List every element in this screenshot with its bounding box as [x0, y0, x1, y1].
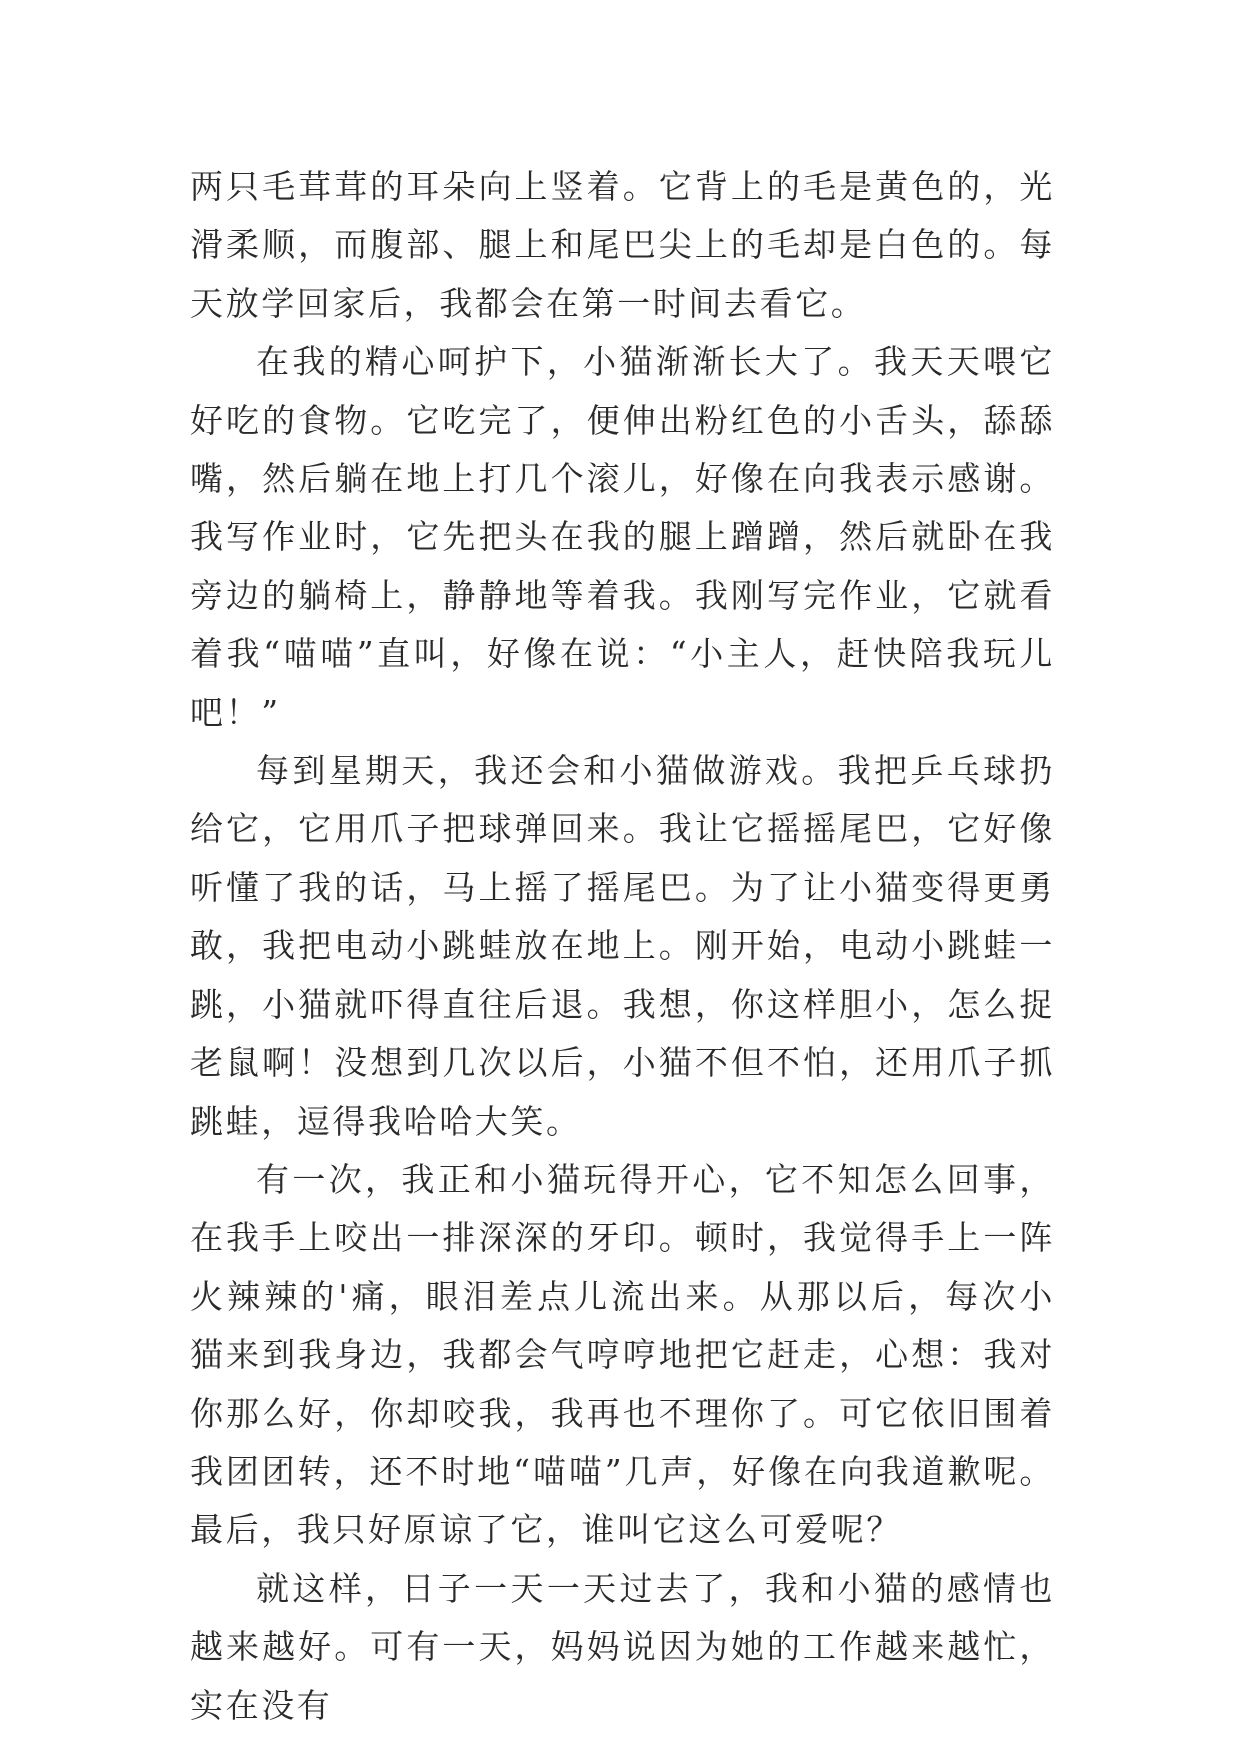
paragraph-5: 就这样，日子一天一天过去了，我和小猫的感情也越来越好。可有一天，妈妈说因为她的工作越来越忙，实在没有: [190, 1568, 1055, 1725]
paragraph-2: 在我的精心呵护下，小猫渐渐长大了。我天天喂它好吃的食物。它吃完了，便伸出粉红色的小舌头，舔舔嘴，然后躺在地上打几个滚儿，好像在向我表示感谢。我写作业时，它先把头在我的腿上蹭蹭，然后就卧在我旁边的躺椅上，静静地等着我。我刚写完作业，它就看着我“喵喵”直叫，好像在说：“小主人，赶快陪我玩儿吧！”: [190, 342, 1055, 732]
document-body: [190, 158, 1055, 1735]
paragraph-3: 每到星期天，我还会和小猫做游戏。我把乒乓球扔给它，它用爪子把球弹回来。我让它摇摇尾巴，它好像听懂了我的话，马上摇了摇尾巴。为了让小猫变得更勇敢，我把电动小跳蛙放在地上。刚开始，电动小跳蛙一跳，小猫就吓得直往后退。我想，你这样胆小，怎么捉老鼠啊！没想到几次以后，小猫不但不怕，还用爪子抓跳蛙，逗得我哈哈大笑。: [190, 751, 1055, 1141]
paragraph-1: 两只毛茸茸的耳朵向上竖着。它背上的毛是黄色的，光滑柔顺，而腹部、腿上和尾巴尖上的毛却是白色的。每天放学回家后，我都会在第一时间去看它。: [190, 167, 1055, 323]
paragraph-4: 有一次，我正和小猫玩得开心，它不知怎么回事，在我手上咬出一排深深的牙印。顿时，我觉得手上一阵火辣辣的'痛，眼泪差点儿流出来。从那以后，每次小猫来到我身边，我都会气哼哼地把它赶走，心想：我对你那么好，你却咬我，我再也不理你了。可它依旧围着我团团转，还不时地“喵喵”几声，好像在向我道歉呢。最后，我只好原谅了它，谁叫它这么可爱呢？: [190, 1159, 1055, 1550]
